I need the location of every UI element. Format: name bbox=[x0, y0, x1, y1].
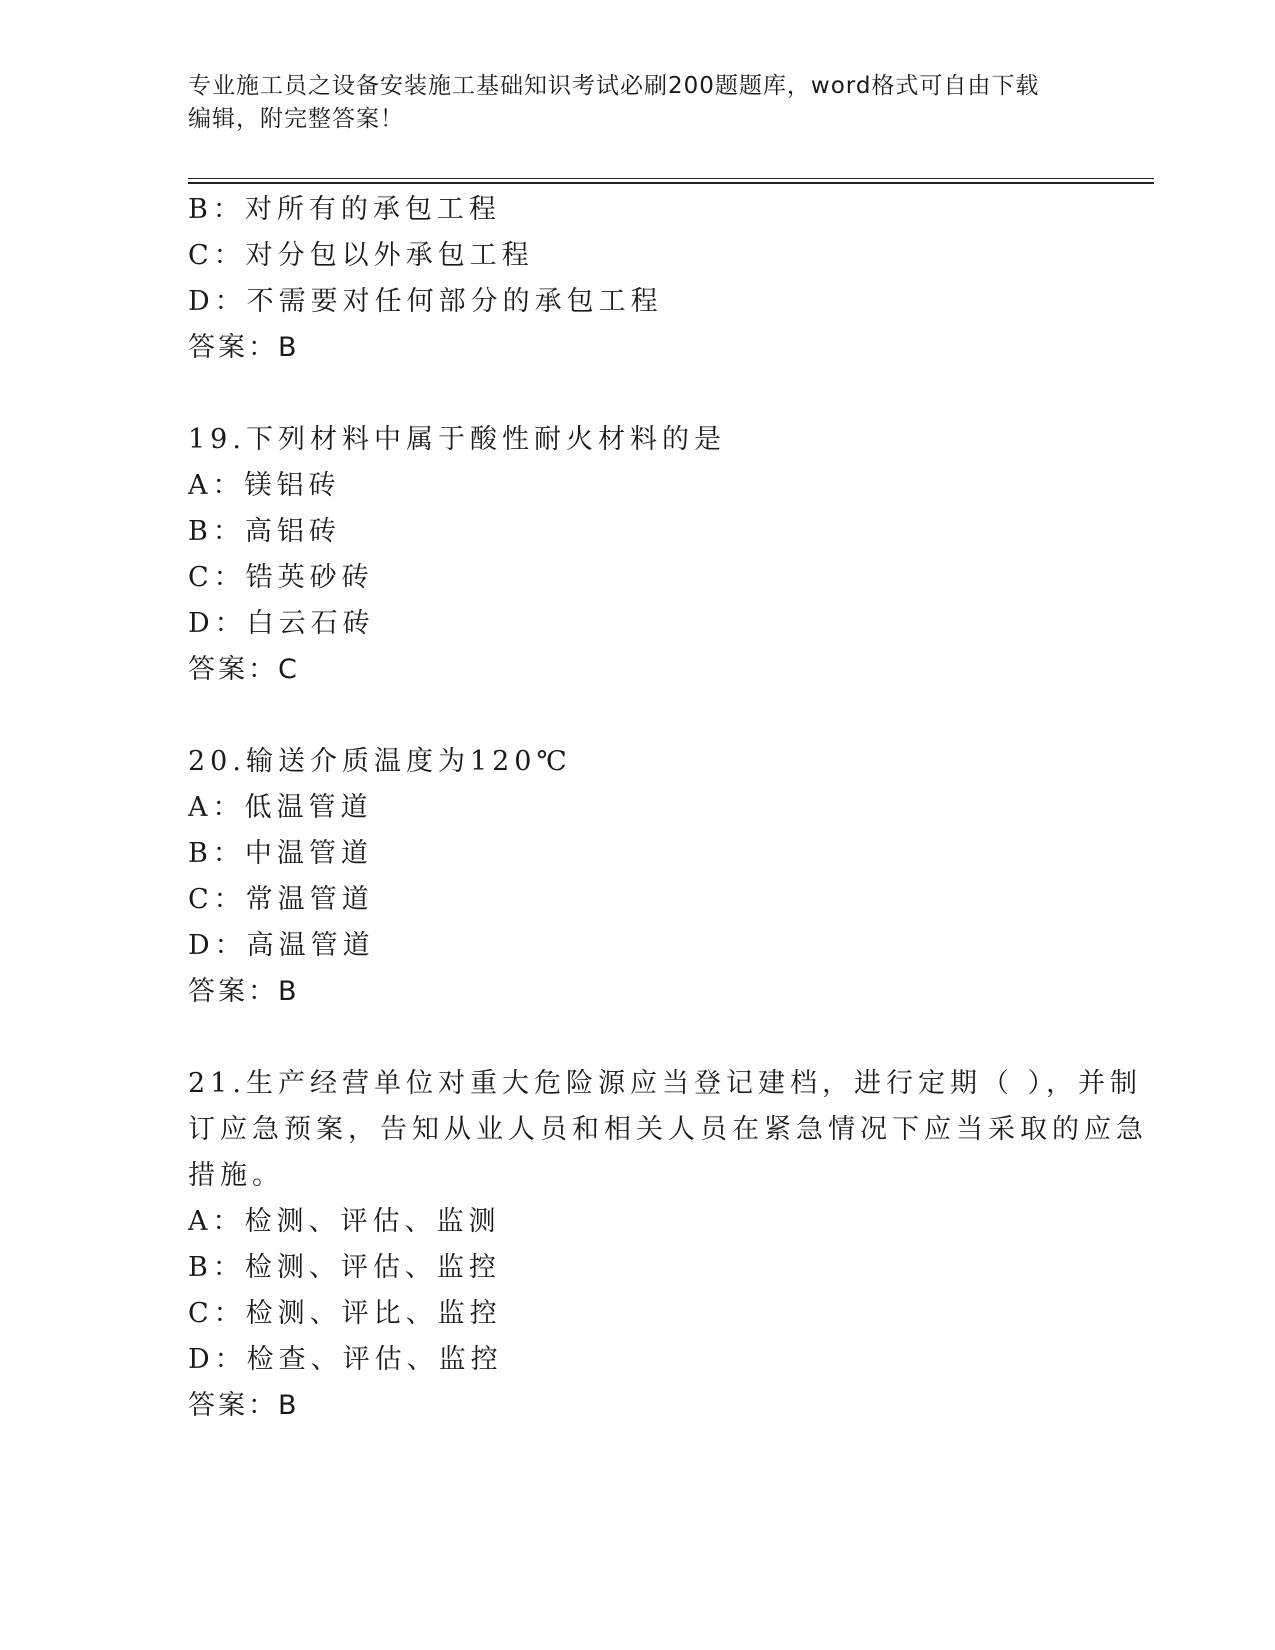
option-c: C：常温管道 bbox=[188, 884, 374, 915]
question-stem-line-2: 订应急预案，告知从业人员和相关人员在紧急情况下应当采取的应急 bbox=[188, 1114, 1148, 1145]
header-title-line-2: 编辑，附完整答案！ bbox=[188, 106, 404, 132]
document-header bbox=[188, 70, 1068, 136]
answer-label: 答案：B bbox=[188, 1390, 300, 1421]
question-list bbox=[188, 187, 1148, 1429]
header-title-line-1: 专业施工员之设备安装施工基础知识考试必刷200题题库，word格式可自由下载 bbox=[188, 73, 1040, 99]
option-b: B：检测、评估、监控 bbox=[188, 1252, 501, 1283]
question-stem: 19.下列材料中属于酸性耐火材料的是 bbox=[188, 424, 726, 455]
option-d: D：高温管道 bbox=[188, 930, 375, 961]
question-20 bbox=[188, 739, 1068, 1015]
answer-label: 答案：C bbox=[188, 654, 300, 685]
option-b: B：中温管道 bbox=[188, 838, 373, 869]
question-stem: 20.输送介质温度为120℃ bbox=[188, 746, 572, 777]
option-b: B：高铝砖 bbox=[188, 516, 341, 547]
answer-label: 答案：B bbox=[188, 976, 300, 1007]
question-stem-line-3: 措施。 bbox=[188, 1160, 284, 1191]
answer-label: 答案：B bbox=[188, 332, 300, 363]
question-18-tail bbox=[188, 187, 1068, 371]
option-c: C：检测、评比、监控 bbox=[188, 1298, 502, 1329]
header-divider-thin bbox=[188, 178, 1154, 179]
option-c: C：对分包以外承包工程 bbox=[188, 240, 534, 271]
option-d: D：不需要对任何部分的承包工程 bbox=[188, 286, 663, 317]
question-19 bbox=[188, 417, 1068, 693]
option-b: B：对所有的承包工程 bbox=[188, 194, 501, 225]
question-stem-line-1: 21.生产经营单位对重大危险源应当登记建档，进行定期（ ），并制 bbox=[188, 1068, 1143, 1099]
option-a: A：检测、评估、监测 bbox=[188, 1206, 501, 1237]
option-a: A：镁铝砖 bbox=[188, 470, 341, 501]
option-c: C：锆英砂砖 bbox=[188, 562, 374, 593]
option-d: D：检查、评估、监控 bbox=[188, 1344, 503, 1375]
option-d: D：白云石砖 bbox=[188, 608, 375, 639]
question-21 bbox=[188, 1061, 1148, 1429]
header-divider-thick bbox=[188, 182, 1154, 184]
option-a: A：低温管道 bbox=[188, 792, 373, 823]
